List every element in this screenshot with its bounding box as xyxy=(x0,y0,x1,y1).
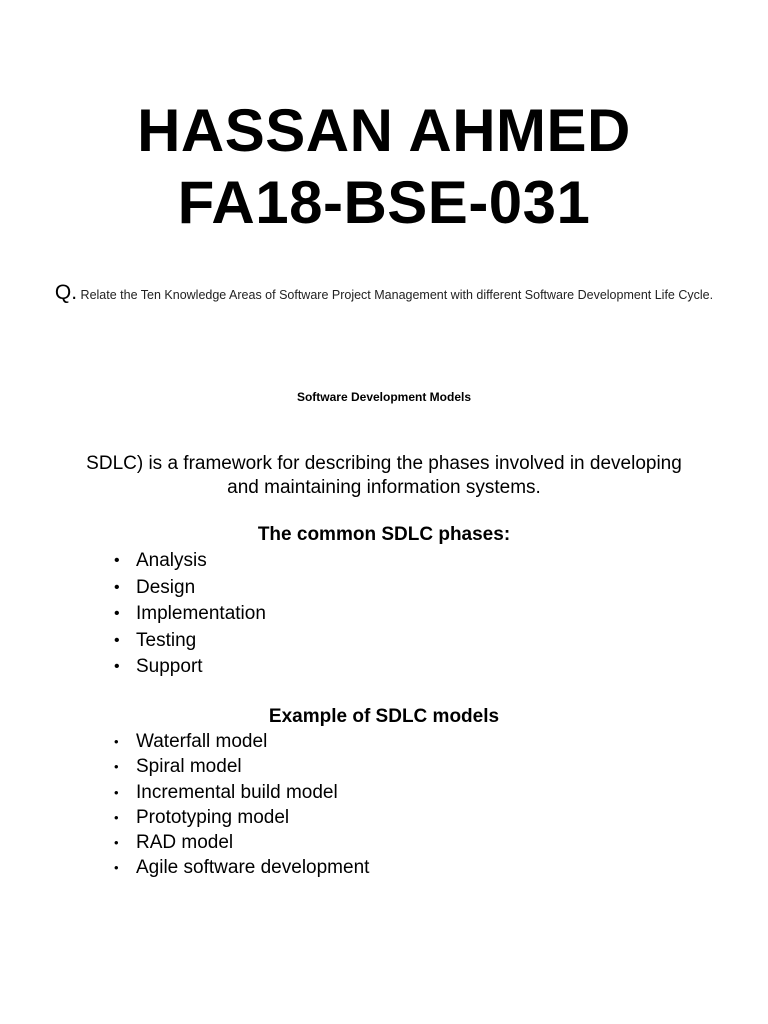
list-item xyxy=(112,729,369,754)
bullet-icon: • xyxy=(114,860,119,876)
bullet-icon: • xyxy=(114,605,120,622)
list-item-label: Analysis xyxy=(136,550,207,571)
list-item-label: Spiral model xyxy=(136,756,242,778)
bullet-icon: • xyxy=(114,759,119,775)
bullet-icon: • xyxy=(114,658,120,675)
list-item xyxy=(112,830,369,855)
list-item-label: Prototyping model xyxy=(136,806,290,828)
list-item xyxy=(112,601,266,628)
list-item xyxy=(112,855,369,880)
phases-heading: The common SDLC phases: xyxy=(257,524,511,545)
bullet-icon: • xyxy=(114,578,120,596)
models-list-heading: Example of SDLC models xyxy=(268,706,500,727)
list-item-label: Agile software development xyxy=(136,857,370,879)
bullet-icon: • xyxy=(114,784,119,800)
list-item xyxy=(112,754,369,779)
list-item-label: Support xyxy=(136,656,203,677)
models-heading: Software Development Models xyxy=(296,390,472,404)
list-item-label: Incremental build model xyxy=(136,781,338,803)
phases-list xyxy=(112,548,266,681)
list-item-label: RAD model xyxy=(136,832,234,854)
question-paragraph xyxy=(40,281,728,304)
list-item-label: Waterfall model xyxy=(136,731,268,752)
list-item xyxy=(112,575,266,602)
bullet-icon: • xyxy=(114,734,119,749)
question-text: Relate the Ten Knowledge Areas of Software Project Management with different Software Development Life Cycle. xyxy=(77,288,714,302)
author-name: HASSAN AHMED xyxy=(137,97,631,164)
list-item xyxy=(112,628,266,655)
models-list xyxy=(112,729,369,881)
list-item xyxy=(112,654,266,681)
list-item-label: Testing xyxy=(136,629,197,651)
bullet-icon: • xyxy=(114,809,119,825)
intro-paragraph: SDLC) is a framework for describing the phases involved in developing and maintaining information systems. xyxy=(86,453,682,498)
bullet-icon: • xyxy=(114,552,120,569)
list-item-label: Implementation xyxy=(136,603,266,624)
student-id: FA18-BSE-031 xyxy=(177,169,591,236)
bullet-icon: • xyxy=(114,835,119,851)
list-item xyxy=(112,805,369,830)
list-item-label: Design xyxy=(136,576,196,598)
list-item xyxy=(112,780,369,805)
bullet-icon: • xyxy=(114,631,120,649)
list-item xyxy=(112,548,266,575)
question-prefix: Q. xyxy=(54,281,78,304)
